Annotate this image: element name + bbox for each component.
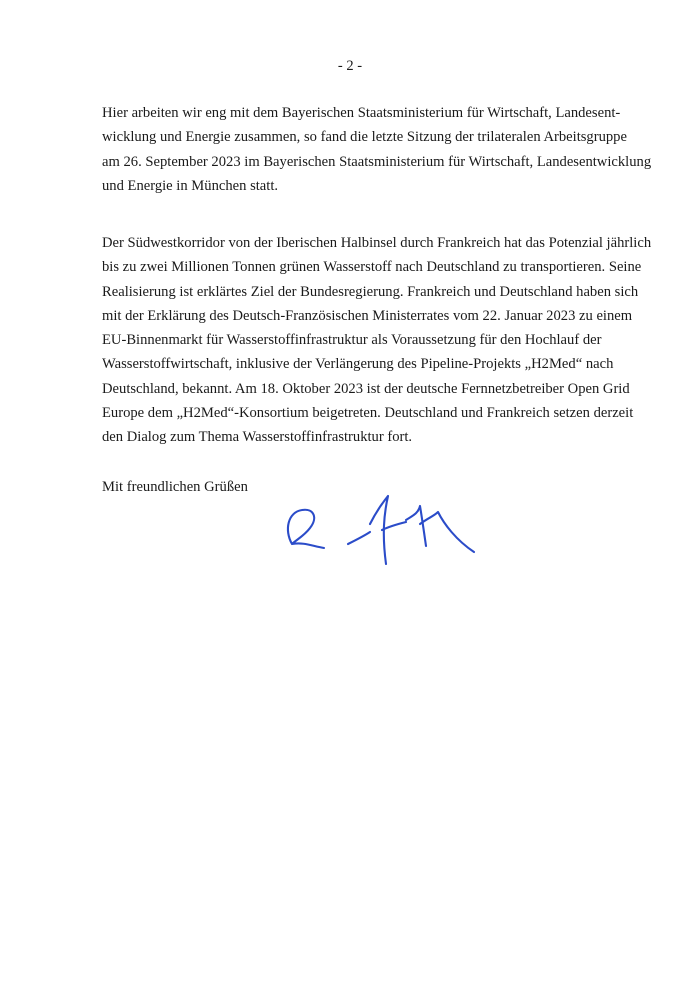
paragraph-line: Deutschland, bekannt. Am 18. Oktober 2023 ist der deutsche Fernnetzbetreiber Open Grid (102, 380, 630, 397)
closing-salutation: Mit freundlichen Grüßen (102, 479, 248, 495)
page-number: - 2 - (337, 58, 363, 74)
paragraph-line: Der Südwestkorridor von der Iberischen Halbinsel durch Frankreich hat das Potenzial jährlich (102, 235, 652, 251)
handwritten-signature (278, 486, 483, 581)
paragraph-1 (102, 101, 658, 198)
paragraph-line: EU-Binnenmarkt für Wasserstoffinfrastruktur als Voraussetzung für den Hochlauf der (102, 332, 602, 349)
paragraph-line: Wasserstoffwirtschaft, inklusive der Verlängerung des Pipeline-Projekts „H2Med“ nach (102, 356, 614, 373)
paragraph-line: Europe dem „H2Med“-Konsortium beigetreten. Deutschland und Frankreich setzen derzeit (102, 405, 634, 422)
paragraph-2 (102, 231, 658, 450)
paragraph-line: bis zu zwei Millionen Tonnen grünen Wasserstoff nach Deutschland zu transportieren. Seine (102, 259, 642, 276)
paragraph-line: Realisierung ist erklärtes Ziel der Bundesregierung. Frankreich und Deutschland haben sich (102, 283, 639, 300)
paragraph-line: und Energie in München statt. (102, 177, 279, 194)
paragraph-line: mit der Erklärung des Deutsch-Französischen Ministerrates vom 22. Januar 2023 zu einem (102, 307, 633, 324)
paragraph-line: Hier arbeiten wir eng mit dem Bayerischen Staatsministerium für Wirtschaft, Landesent- (102, 105, 621, 121)
paragraph-line: wicklung und Energie zusammen, so fand die letzte Sitzung der trilateralen Arbeitsgruppe (102, 129, 627, 146)
paragraph-line: den Dialog zum Thema Wasserstoffinfrastruktur fort. (102, 429, 413, 446)
paragraph-line: am 26. September 2023 im Bayerischen Staatsministerium für Wirtschaft, Landesentwicklung (102, 153, 652, 170)
